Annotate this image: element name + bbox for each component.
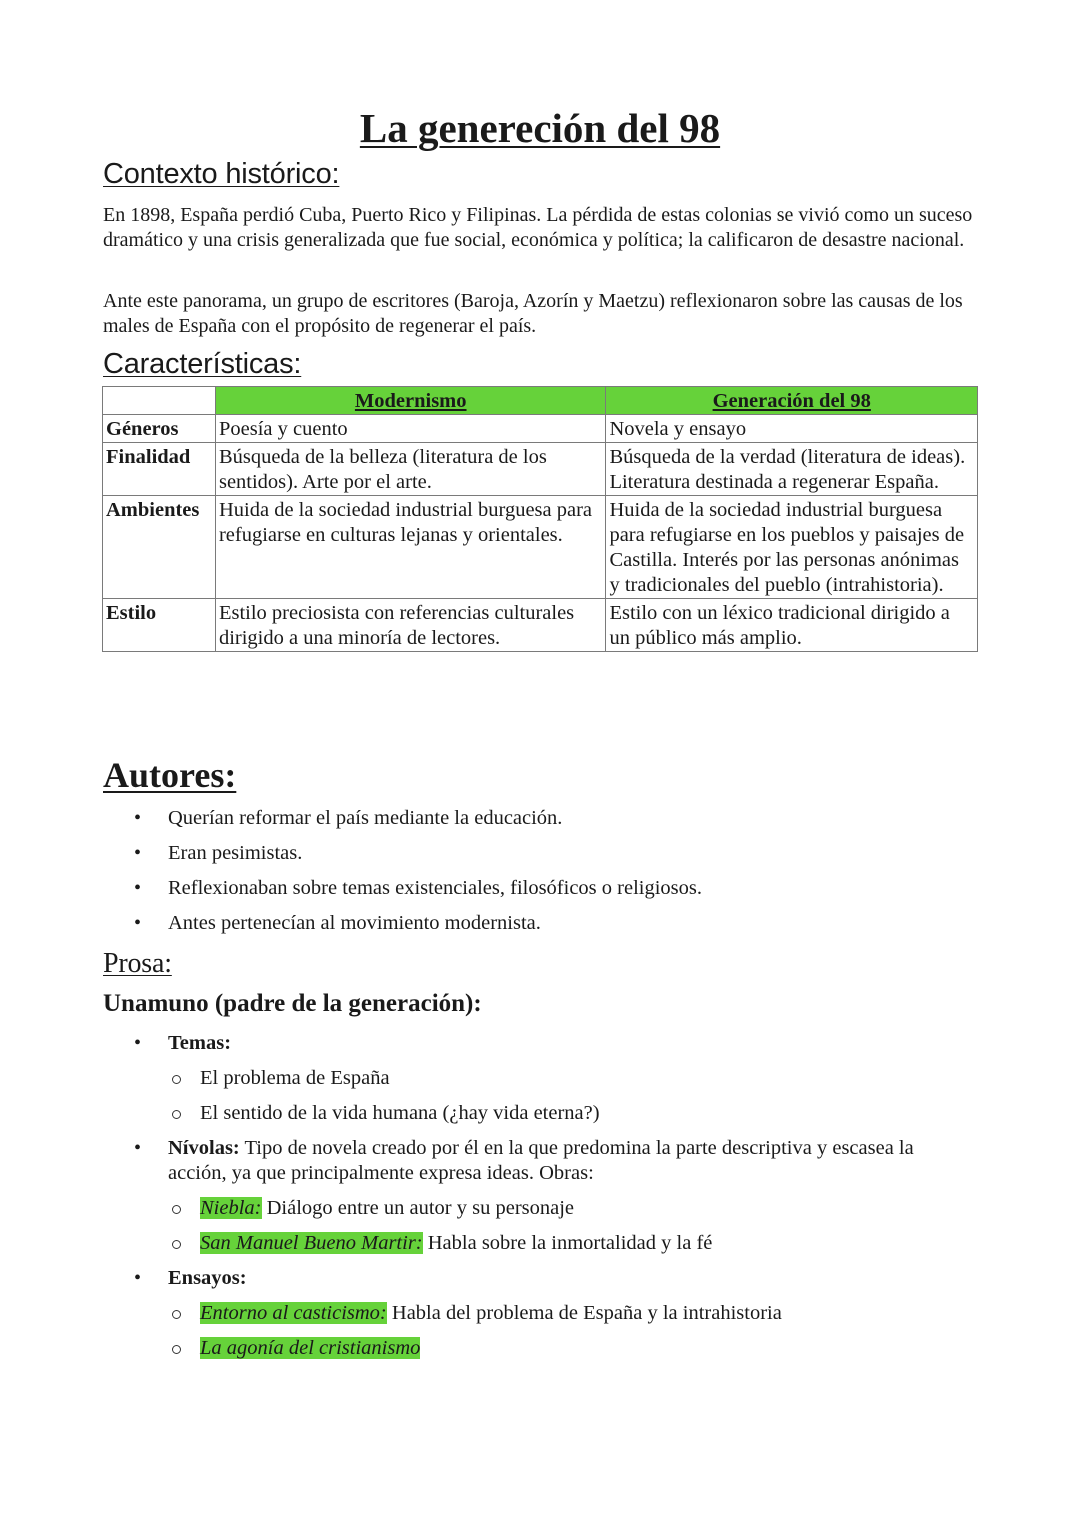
list-item: • Eran pesimistas. bbox=[134, 841, 702, 866]
cell-modernismo: Búsqueda de la belleza (literatura de los sentidos). Arte por el arte. bbox=[215, 443, 605, 496]
table-corner-cell bbox=[103, 387, 216, 415]
table-row bbox=[103, 415, 978, 443]
work-title-highlight: La agonía del cristianismo bbox=[200, 1337, 421, 1359]
column-header-modernismo: Modernismo bbox=[215, 387, 605, 415]
page-title: La genereción del 98 bbox=[359, 105, 721, 151]
column-header-generacion: Generación del 98 bbox=[606, 387, 978, 415]
list-item: • Querían reformar el país mediante la educación. bbox=[134, 806, 702, 831]
list-item: • Antes pertenecían al movimiento modernista. bbox=[134, 911, 702, 936]
cell-generacion: Huida de la sociedad industrial burguesa para refugiarse en los pueblos y paisajes de Castilla. Interés por las personas anónimas y tradicionales del pueblo (intrahistoria). bbox=[606, 496, 978, 599]
work-description: Habla sobre la inmortalidad y la fé bbox=[422, 1232, 713, 1254]
autores-heading: Autores: bbox=[103, 755, 237, 795]
temas-label: Temas: bbox=[168, 1032, 232, 1054]
contexto-heading: Contexto histórico: bbox=[103, 158, 340, 190]
row-label: Ambientes bbox=[103, 496, 216, 599]
work-title-highlight: Niebla: bbox=[200, 1197, 262, 1219]
sub-item bbox=[168, 1301, 974, 1326]
work-description: Habla del problema de España y la intrahistoria bbox=[386, 1302, 782, 1324]
table-row bbox=[103, 443, 978, 496]
work-description: Diálogo entre un autor y su personaje bbox=[261, 1197, 575, 1219]
nivolas-text: Tipo de novela creado por él en la que predomina la parte descriptiva y escasea la acción, ya que principalmente expresa ideas. Obras: bbox=[168, 1137, 914, 1184]
unamuno-heading: Unamuno (padre de la generación): bbox=[103, 990, 482, 1017]
ensayos-label: Ensayos: bbox=[168, 1267, 247, 1289]
autores-list bbox=[134, 806, 702, 936]
work-title-highlight: Entorno al casticismo: bbox=[200, 1302, 387, 1324]
table-header-row bbox=[103, 387, 978, 415]
caracteristicas-heading: Características: bbox=[103, 348, 302, 380]
cell-modernismo: Poesía y cuento bbox=[215, 415, 605, 443]
list-item-ensayos bbox=[134, 1266, 974, 1361]
sub-item bbox=[168, 1231, 974, 1256]
contexto-paragraph-2: Ante este panorama, un grupo de escritores (Baroja, Azorín y Maetzu) reflexionaron sobre las causas de los males de España con el propósito de regenerar el país. bbox=[103, 290, 963, 338]
row-label: Géneros bbox=[103, 415, 216, 443]
contexto-paragraph-1: En 1898, España perdió Cuba, Puerto Rico y Filipinas. La pérdida de estas colonias se vivió como un suceso dramático y una crisis generalizada que fue social, económica y política; la calificaron de desastre nacional. bbox=[103, 204, 973, 252]
tema-text: El problema de España bbox=[200, 1067, 390, 1089]
row-label: Finalidad bbox=[103, 443, 216, 496]
cell-generacion: Búsqueda de la verdad (literatura de ideas). Literatura destinada a regenerar España. bbox=[606, 443, 978, 496]
nivolas-label: Nívolas: bbox=[168, 1137, 240, 1159]
cell-generacion: Novela y ensayo bbox=[606, 415, 978, 443]
work-title-highlight: San Manuel Bueno Martir: bbox=[200, 1232, 423, 1254]
cell-modernismo: Estilo preciosista con referencias culturales dirigido a una minoría de lectores. bbox=[215, 599, 605, 652]
comparison-table bbox=[102, 386, 978, 652]
tema-text: El sentido de la vida humana (¿hay vida eterna?) bbox=[200, 1102, 600, 1124]
cell-modernismo: Huida de la sociedad industrial burguesa para refugiarse en culturas lejanas y orientales. bbox=[215, 496, 605, 599]
list-item-nivolas bbox=[134, 1136, 974, 1256]
prosa-heading: Prosa: bbox=[103, 948, 172, 979]
list-item: • Reflexionaban sobre temas existenciales, filosóficos o religiosos. bbox=[134, 876, 702, 901]
row-label: Estilo bbox=[103, 599, 216, 652]
table-row bbox=[103, 599, 978, 652]
table-row bbox=[103, 496, 978, 599]
sub-item bbox=[168, 1101, 974, 1126]
sub-item bbox=[168, 1196, 974, 1221]
sub-item bbox=[168, 1066, 974, 1091]
list-item-temas bbox=[134, 1031, 974, 1126]
cell-generacion: Estilo con un léxico tradicional dirigido a un público más amplio. bbox=[606, 599, 978, 652]
sub-item bbox=[168, 1336, 974, 1361]
unamuno-list bbox=[134, 1031, 974, 1361]
